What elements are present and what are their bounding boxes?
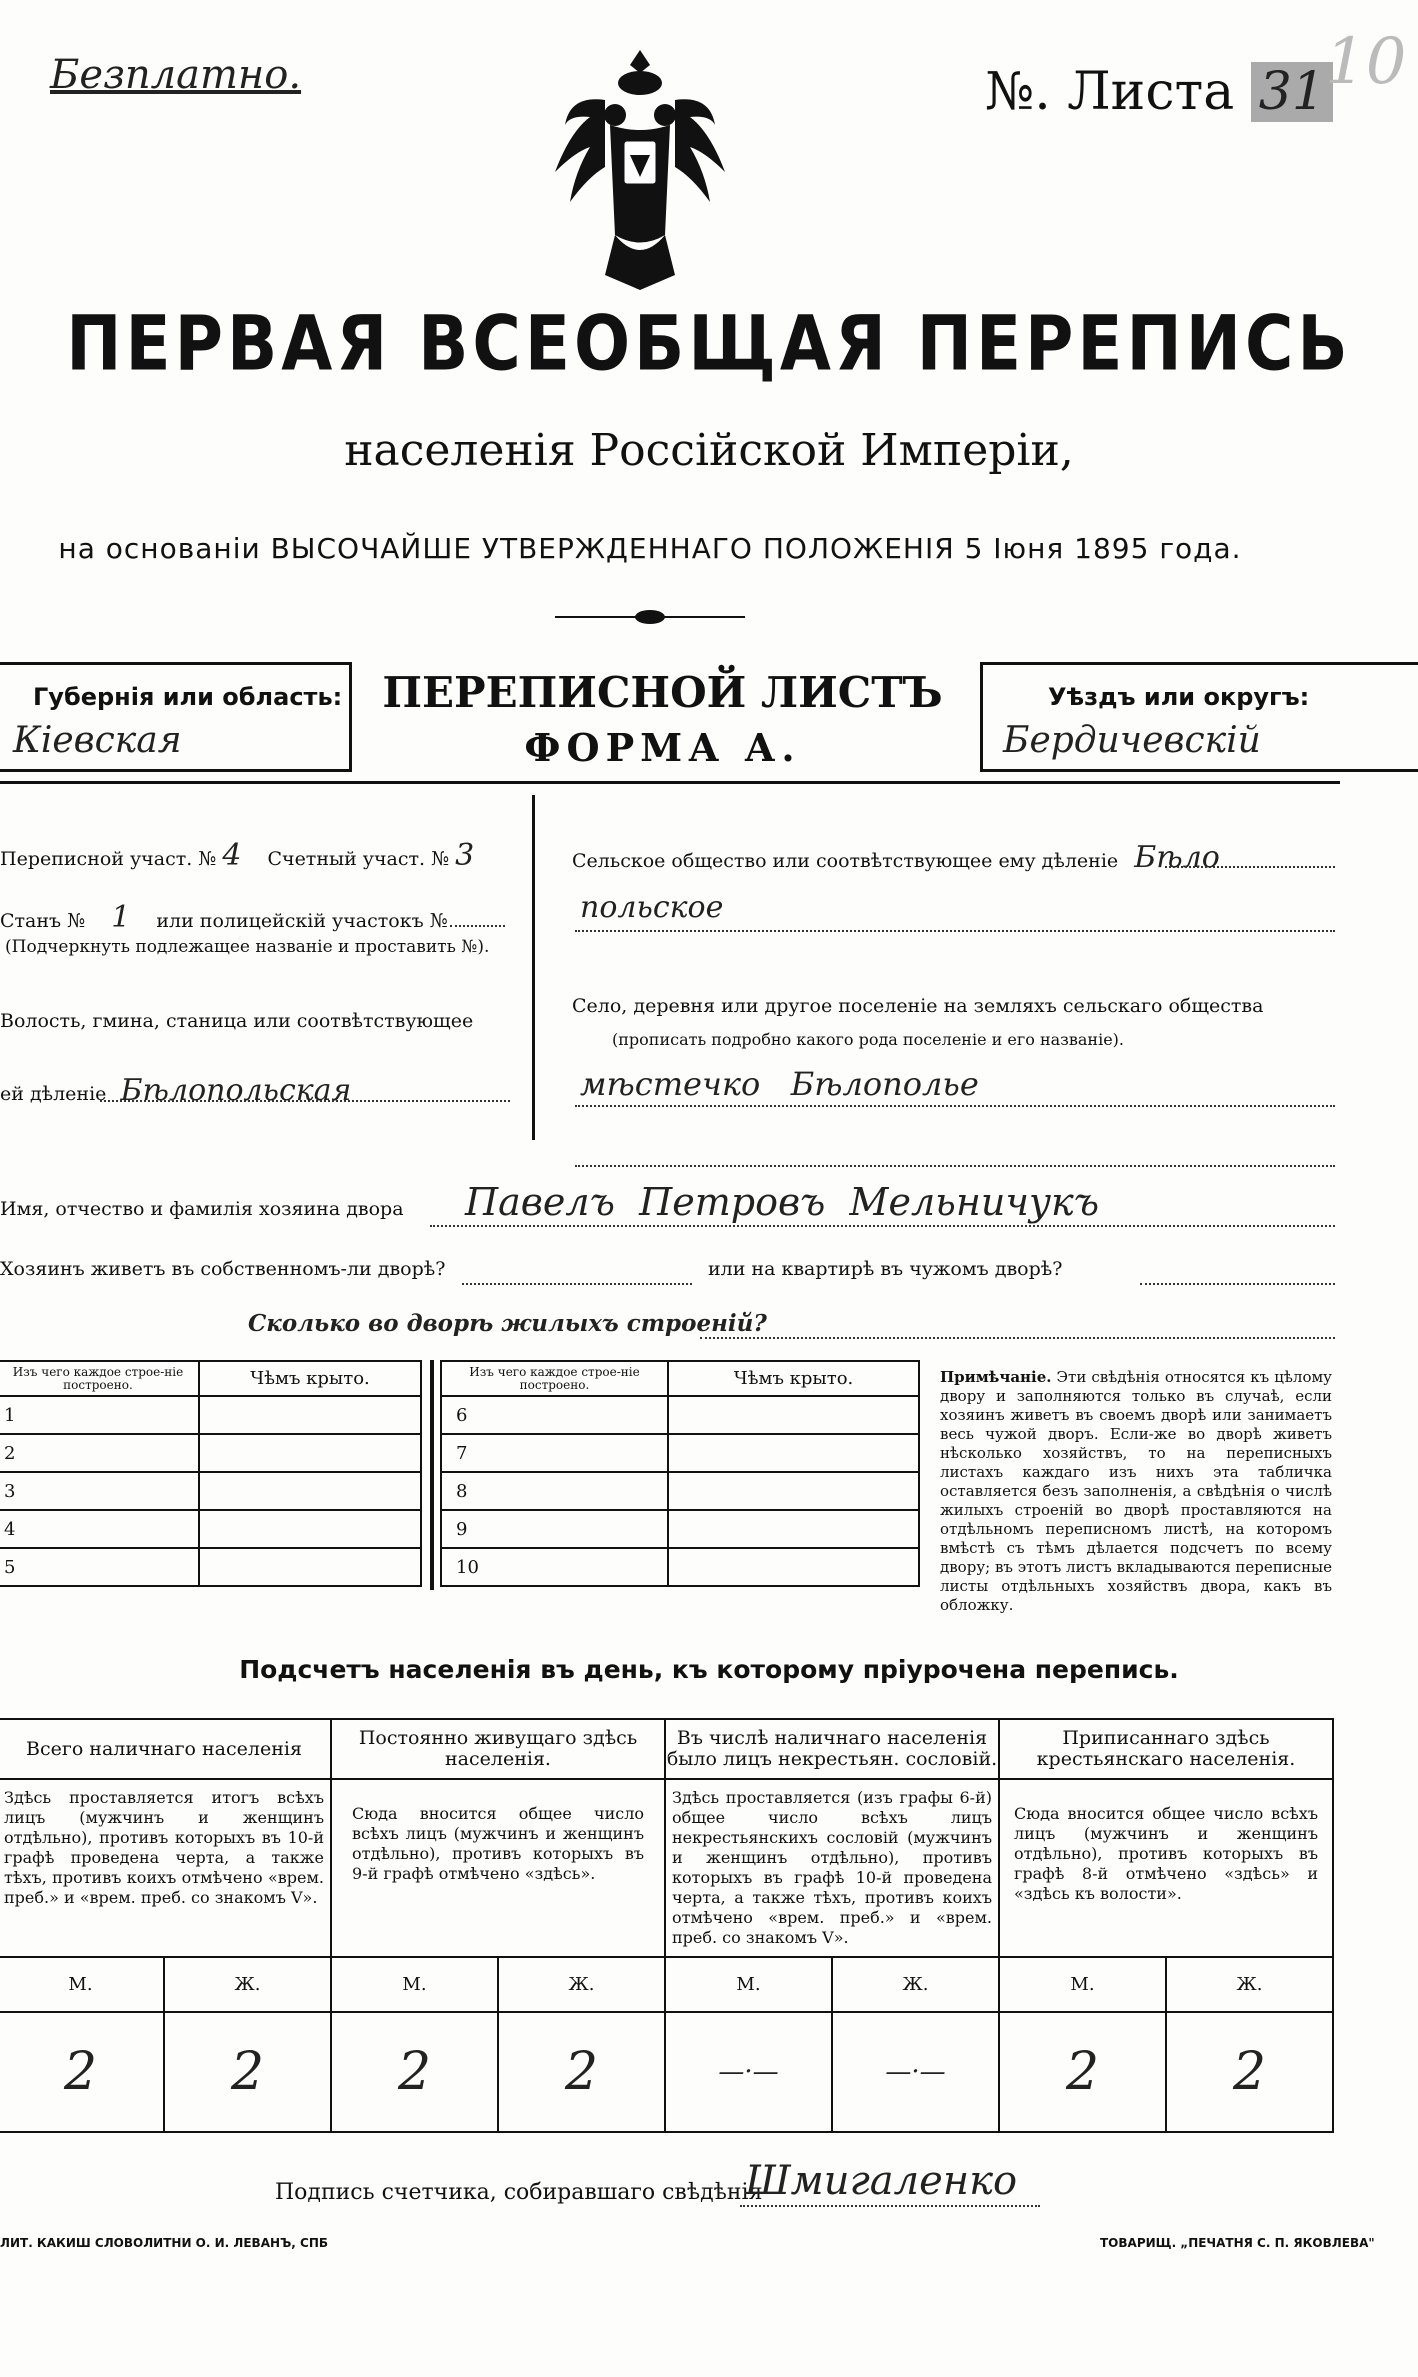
sheet-number-value: 31 bbox=[1251, 62, 1333, 122]
note-block bbox=[940, 1368, 1332, 1615]
volost-line bbox=[100, 1100, 510, 1102]
table-row-num: 7 bbox=[441, 1434, 668, 1472]
society-value: Бѣло bbox=[1134, 840, 1220, 875]
volost-value: Бѣлопольская bbox=[120, 1073, 352, 1108]
free-label: Безплатно. bbox=[50, 52, 302, 98]
volost-label: Волость, гмина, станица или соотвѣтствующее bbox=[0, 1010, 474, 1032]
district-box bbox=[980, 662, 1418, 772]
lives-own-line bbox=[462, 1283, 692, 1285]
m-label: М. bbox=[665, 1957, 832, 2012]
buildings-line bbox=[700, 1337, 1335, 1339]
total-female: 2 bbox=[164, 2012, 331, 2132]
ornament-divider bbox=[555, 610, 745, 624]
volost-field bbox=[0, 1073, 351, 1108]
table-row-num: 3 bbox=[0, 1472, 199, 1510]
m-label: М. bbox=[999, 1957, 1166, 2012]
f-label: Ж. bbox=[832, 1957, 999, 2012]
table-row-num: 9 bbox=[441, 1510, 668, 1548]
stan-field bbox=[0, 900, 448, 935]
population-title: Подсчетъ населенія въ день, къ которому пріурочена перепись. bbox=[239, 1655, 1179, 1684]
volost-label-2: ей дѣленіе bbox=[0, 1083, 107, 1105]
society-line-2 bbox=[575, 930, 1335, 932]
note-head: Примѣчаніе. bbox=[940, 1368, 1052, 1386]
signature-value: Шмигаленко bbox=[745, 2158, 1018, 2204]
province-value: Кіевская bbox=[13, 720, 182, 761]
non-peasant-male: —·— bbox=[665, 2012, 832, 2132]
village-value: мѣстечко Бѣлополье bbox=[580, 1065, 979, 1103]
province-box bbox=[0, 662, 352, 772]
count-area-value: 3 bbox=[455, 838, 475, 873]
buildings-table-right bbox=[440, 1360, 920, 1587]
registered-female: 2 bbox=[1166, 2012, 1333, 2132]
col-head-permanent: Постоянно живущаго здѣсь населенія. bbox=[331, 1719, 665, 1779]
district-value: Бердичевскій bbox=[1003, 720, 1261, 761]
col-desc-registered: Сюда вносится общее число всѣхъ лицъ (мужчинъ и женщинъ отдѣльно), противъ которыхъ въ графѣ 8-й отмѣчено «здѣсь» и «здѣсь къ волости». bbox=[999, 1779, 1333, 1957]
note-text: Эти свѣдѣнія относятся къ цѣлому двору и заполняются только въ случаѣ, если хозяинъ живетъ въ своемъ дворѣ или занимаетъ весь чужой дворъ. Если-же во дворѣ живетъ нѣсколько хозяйствъ, то на переписныхъ листахъ каждаго изъ нихъ эта табличка оставляется безъ заполненія, а свѣдѣнія о числѣ жилыхъ строеній во дворѣ проставляются на отдѣльномъ переписномъ листѣ, на которомъ вмѣстѣ съ тѣмъ дѣлается подсчетъ по всему двору; въ этотъ листъ вкладываются переписные листы отдѣльныхъ хозяйствъ двора, какъ въ обложку. bbox=[940, 1368, 1332, 1614]
count-area-label: Счетный участ. № bbox=[267, 848, 450, 870]
material-header: Изъ чего каждое строе-ніе построено. bbox=[441, 1361, 668, 1396]
col-head-total: Всего наличнаго населенія bbox=[0, 1719, 331, 1779]
table-row-num: 5 bbox=[0, 1548, 199, 1586]
owner-label: Имя, отчество и фамилія хозяина двора bbox=[0, 1198, 404, 1220]
m-label: М. bbox=[331, 1957, 498, 2012]
registered-male: 2 bbox=[999, 2012, 1166, 2132]
f-label: Ж. bbox=[164, 1957, 331, 2012]
society-line bbox=[1165, 866, 1335, 868]
table-row-num: 2 bbox=[0, 1434, 199, 1472]
society-field bbox=[572, 840, 1220, 875]
material-header: Изъ чего каждое строе-ніе построено. bbox=[0, 1361, 199, 1396]
table-double-divider bbox=[430, 1360, 434, 1590]
table-row-num: 1 bbox=[0, 1396, 199, 1434]
m-label: М. bbox=[0, 1957, 164, 2012]
village-note: (прописать подробно какого рода поселеніе и его названіе). bbox=[612, 1030, 1124, 1049]
lives-rent-label: или на квартирѣ въ чужомъ дворѣ? bbox=[708, 1258, 1063, 1280]
page-subtitle: населенія Россійской Имперіи, bbox=[344, 425, 1074, 476]
underline-note: (Подчеркнуть подлежащее названіе и проставить №). bbox=[5, 937, 490, 957]
sheet-number-label: №. Листа bbox=[985, 62, 1235, 122]
census-area-value: 4 bbox=[222, 838, 242, 873]
form-title: ПЕРЕПИСНОЙ ЛИСТЪ bbox=[382, 668, 943, 717]
signature-label: Подпись счетчика, собиравшаго свѣдѣнія bbox=[275, 2180, 763, 2205]
lives-rent-line bbox=[1140, 1283, 1335, 1285]
table-row-num: 6 bbox=[441, 1396, 668, 1434]
table-row-num: 10 bbox=[441, 1548, 668, 1586]
society-label: Сельское общество или соотвѣтствующее ему дѣленіе bbox=[572, 850, 1119, 872]
police-label: или полицейскій участокъ № bbox=[156, 910, 448, 932]
sheet-number bbox=[985, 62, 1333, 122]
f-label: Ж. bbox=[498, 1957, 665, 2012]
form-subtitle: ФОРМА А. bbox=[524, 725, 801, 770]
owner-line bbox=[430, 1225, 1335, 1227]
table-row-num: 4 bbox=[0, 1510, 199, 1548]
village-label: Село, деревня или другое поселеніе на земляхъ сельскаго общества bbox=[572, 995, 1264, 1017]
col-desc-total: Здѣсь проставляется итогъ всѣхъ лицъ (мужчинъ и женщинъ отдѣльно), противъ которыхъ въ 10-й графѣ проведена черта, а также тѣхъ, противъ коихъ отмѣчено «врем. преб.» и «врем. преб. со знакомъ V». bbox=[0, 1779, 331, 1957]
f-label: Ж. bbox=[1166, 1957, 1333, 2012]
roof-header: Чѣмъ крыто. bbox=[199, 1361, 421, 1396]
buildings-label: Сколько во дворѣ жилыхъ строеній? bbox=[248, 1310, 767, 1337]
buildings-table-left bbox=[0, 1360, 422, 1587]
printer-left: ЛИТ. КАКИШ СЛОВОЛИТНИ О. И. ЛЕВАНЪ, СПБ bbox=[0, 2236, 329, 2250]
stan-value: 1 bbox=[111, 900, 131, 935]
imperial-eagle-emblem bbox=[545, 45, 735, 295]
page-title: ПЕРВАЯ ВСЕОБЩАЯ ПЕРЕПИСЬ bbox=[66, 299, 1352, 388]
col-head-registered: Приписаннаго здѣсь крестьянскаго населенія. bbox=[999, 1719, 1333, 1779]
police-line bbox=[450, 925, 505, 927]
census-area-field bbox=[0, 838, 474, 873]
permanent-male: 2 bbox=[331, 2012, 498, 2132]
total-male: 2 bbox=[0, 2012, 164, 2132]
village-line bbox=[575, 1105, 1335, 1107]
province-label: Губернія или область: bbox=[33, 683, 343, 711]
form-head-rule bbox=[0, 781, 1340, 784]
printer-right: ТОВАРИЩ. „ПЕЧАТНЯ С. П. ЯКОВЛЕВА" bbox=[1100, 2236, 1375, 2250]
non-peasant-female: —·— bbox=[832, 2012, 999, 2132]
permanent-female: 2 bbox=[498, 2012, 665, 2132]
middle-divider bbox=[532, 795, 535, 1140]
col-head-non-peasant: Въ числѣ наличнаго населенія было лицъ некрестьян. сословій. bbox=[665, 1719, 999, 1779]
society-value-2: польское bbox=[580, 890, 724, 925]
census-area-label: Переписной участ. № bbox=[0, 848, 217, 870]
col-desc-non-peasant: Здѣсь проставляется (изъ графы 6-й) общее число всѣхъ лицъ некрестьянскихъ сословій (мужчинъ и женщинъ отдѣльно), противъ которыхъ въ графѣ 10-й проведена черта, а также тѣхъ, противъ коихъ отмѣчено «врем. преб.» и «врем. преб. со знакомъ V». bbox=[665, 1779, 999, 1957]
owner-value: Павелъ Петровъ Мельничукъ bbox=[465, 1180, 1100, 1224]
col-desc-permanent: Сюда вносится общее число всѣхъ лицъ (мужчинъ и женщинъ отдѣльно), противъ которыхъ въ 9-й графѣ отмѣчено «здѣсь». bbox=[331, 1779, 665, 1957]
signature-line bbox=[740, 2205, 1040, 2207]
roof-header: Чѣмъ крыто. bbox=[668, 1361, 919, 1396]
stan-label: Станъ № bbox=[0, 910, 86, 932]
district-label: Уѣздъ или округъ: bbox=[1048, 683, 1310, 711]
village-line-2 bbox=[575, 1165, 1335, 1167]
table-row-num: 8 bbox=[441, 1472, 668, 1510]
legal-basis: на основаніи ВЫСОЧАЙШЕ УТВЕРЖДЕННАГО ПОЛОЖЕНІЯ 5 Іюня 1895 года. bbox=[58, 532, 1242, 565]
lives-own-label: Хозяинъ живетъ въ собственномъ-ли дворѣ? bbox=[0, 1258, 446, 1280]
corner-mark: 10 bbox=[1325, 25, 1407, 99]
population-table bbox=[0, 1718, 1334, 2133]
